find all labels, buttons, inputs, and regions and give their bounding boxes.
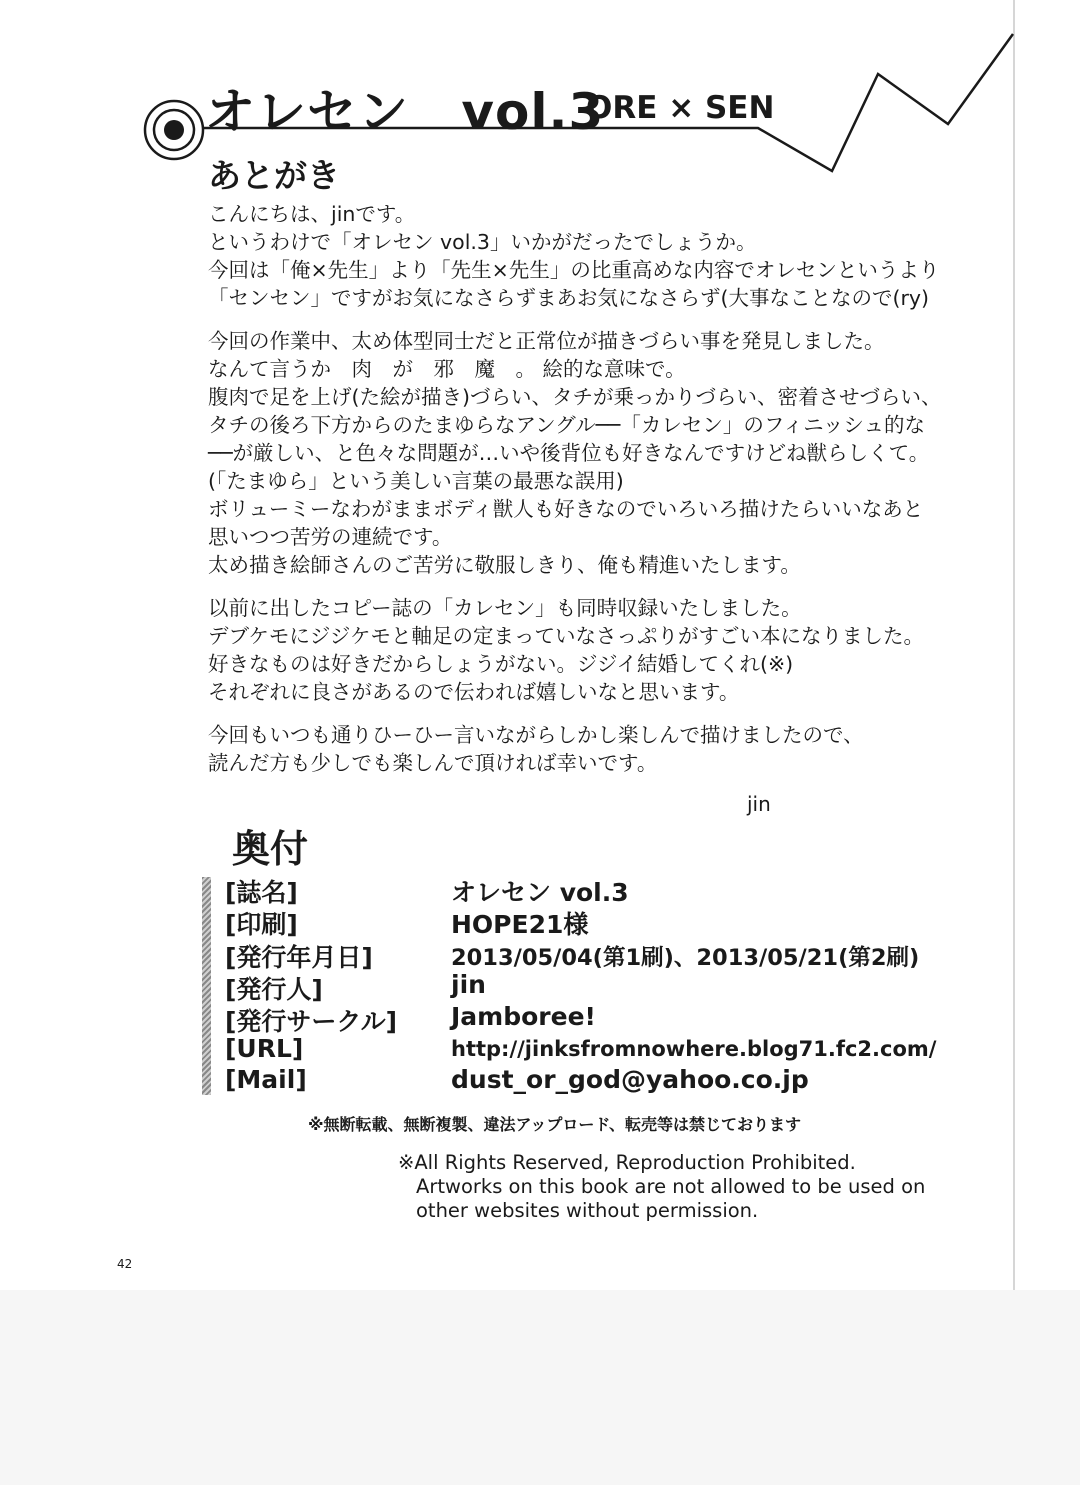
book-title: [205, 72, 604, 144]
copyright-notice-jp: ※無断転載、無断複製、違法アップロード、転売等は禁じております: [308, 1115, 801, 1134]
book-title-volume: vol.3: [461, 83, 605, 141]
afterword-paragraph: [208, 721, 968, 777]
book-title-jp: オレセン: [205, 83, 409, 141]
notice-line: other websites without permission.: [416, 1199, 759, 1222]
page-edge-bottom: [0, 1290, 1080, 1485]
colophon-label: [発行年月日]: [225, 943, 373, 972]
colophon-label: [Mail]: [225, 1065, 307, 1094]
colophon-heading: 奥付: [232, 827, 309, 871]
text-line: ボリューミーなわがままボディ獣人も好きなのでいろいろ描けたらいいなあと: [208, 497, 924, 521]
text-line: それぞれに良さがあるので伝われば嬉しいなと思います。: [208, 680, 740, 704]
colophon-label: [URL]: [225, 1034, 304, 1063]
text-line: 今回の作業中、太め体型同士だと正常位が描きづらい事を発見しました。: [208, 329, 885, 353]
colophon-value: jin: [451, 970, 486, 999]
colophon-label: [誌名]: [225, 878, 298, 907]
book-title-english: ORE × SEN: [586, 90, 775, 126]
target-circle-icon: [145, 101, 203, 159]
afterword-heading: あとがき: [208, 156, 340, 195]
text-line: 読んだ方も少しでも楽しんで頂ければ幸いです。: [208, 751, 658, 775]
notice-line: ※All Rights Reserved, Reproduction Prohibited.: [398, 1151, 856, 1174]
afterword-paragraph: [208, 327, 968, 579]
text-line: 腹肉で足を上げ(た絵が描き)づらい、タチが乗っかりづらい、密着させづらい、: [208, 385, 942, 409]
afterword-paragraph: [208, 200, 968, 312]
copyright-notice-en: [398, 1151, 925, 1223]
colophon-value: オレセン vol.3: [451, 878, 629, 907]
colophon-mail-link[interactable]: dust_or_god@yahoo.co.jp: [451, 1065, 809, 1094]
colophon-value: 2013/05/04(第1刷)、2013/05/21(第2刷): [451, 945, 920, 971]
colophon-label: [発行サークル]: [225, 1007, 398, 1036]
text-line: 好きなものは好きだからしょうがない。ジジイ結婚してくれ(※): [208, 652, 794, 676]
text-line: 思いつつ苦労の連続です。: [208, 525, 453, 549]
text-line: 以前に出したコピー誌の「カレセン」も同時収録いたしました。: [208, 596, 802, 620]
text-line: デブケモにジジケモと軸足の定まっていなさっぷりがすごい本になりました。: [208, 624, 924, 648]
afterword-paragraph: [208, 594, 968, 706]
colophon-value: HOPE21様: [451, 910, 589, 939]
notice-line: Artworks on this book are not allowed to be used on: [416, 1175, 926, 1198]
colophon-value: Jamboree!: [451, 1002, 596, 1031]
text-line: 太め描き絵師さんのご苦労に敬服しきり、俺も精進いたします。: [208, 553, 801, 577]
text-line: (「たまゆら」という美しい言葉の最悪な誤用): [208, 469, 624, 493]
text-line: 今回は「俺×先生」より「先生×先生」の比重高めな内容でオレセンというより: [208, 258, 940, 282]
text-line: ──が厳しい、と色々な問題が…いや後背位も好きなんですけどね獣らしくて。: [208, 441, 930, 465]
text-line: なんて言うか 肉 が 邪 魔 。 絵的な意味で。: [208, 357, 686, 381]
afterword-body: [208, 200, 968, 777]
text-line: というわけで「オレセン vol.3」いかがだったでしょうか。: [208, 230, 757, 254]
text-line: 「センセン」ですがお気になさらずまあお気になさらず(大事なことなので(ry): [208, 286, 930, 310]
colophon-label: [発行人]: [225, 975, 323, 1004]
colophon-side-bar: [202, 877, 211, 1095]
page-number: 42: [117, 1257, 133, 1271]
author-signature: jin: [747, 792, 771, 816]
text-line: 今回もいつも通りひーひー言いながらしかし楽しんで描けましたので、: [208, 723, 864, 747]
colophon-url-link[interactable]: http://jinksfromnowhere.blog71.fc2.com/: [451, 1037, 937, 1061]
text-line: こんにちは、jinです。: [208, 202, 416, 226]
colophon-label: [印刷]: [225, 910, 298, 939]
text-line: タチの後ろ下方からのたまゆらなアングル──「カレセン」のフィニッシュ的な: [208, 413, 925, 437]
